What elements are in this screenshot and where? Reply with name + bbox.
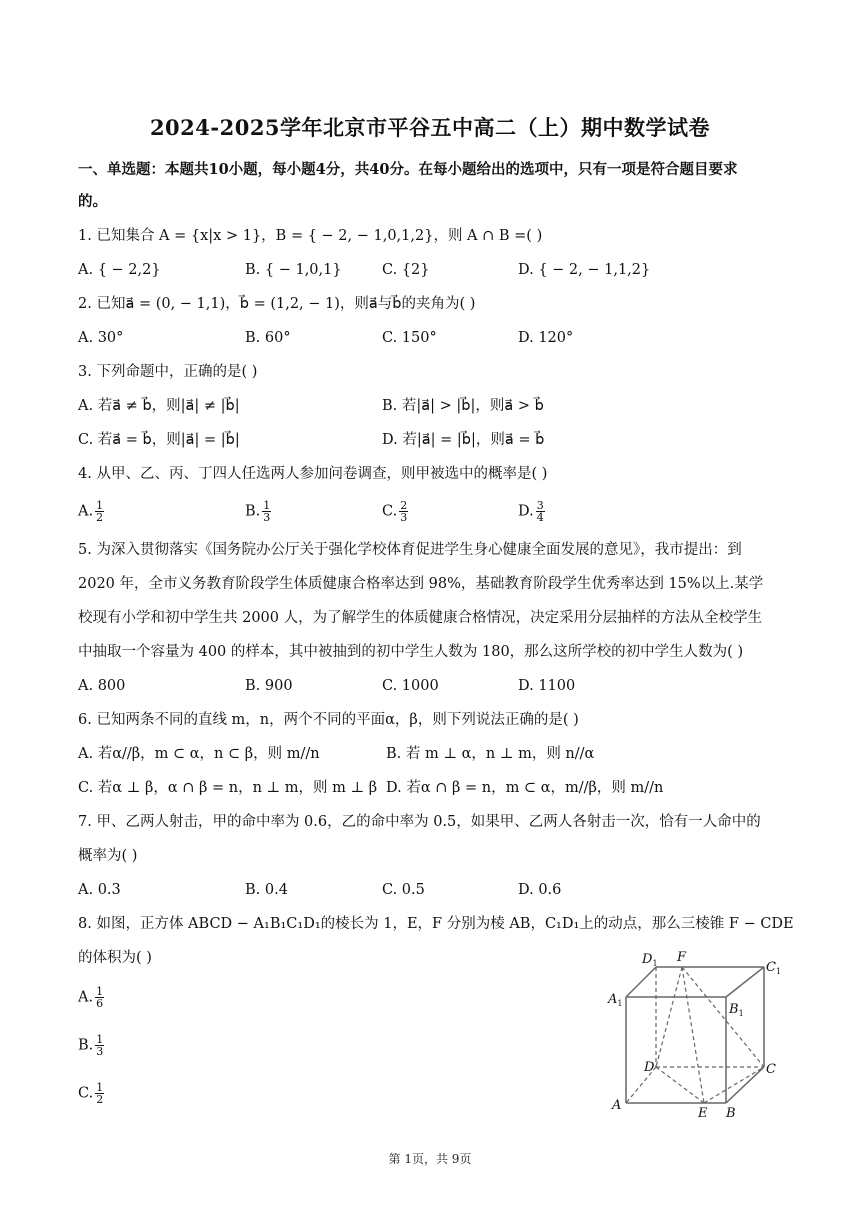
edge-e-c [704,1067,764,1103]
q2-option-b: B. 60° [245,330,291,346]
numerator: 2 [400,499,408,512]
label-a1: $A_1$ [608,992,623,1008]
q7-option-d: D. 0.6 [518,882,562,898]
q2-option-a: A. 30° [78,330,124,346]
q4-option-d [518,500,545,523]
denominator: 4 [536,511,544,524]
q3-option-b: B. 若|a⃗| > |b⃗|，则a⃗ > b⃗ [382,398,544,414]
q2-option-d: D. 120° [518,330,574,346]
q5-option-b: B. 900 [245,678,293,694]
label-f: F [677,950,687,965]
question-7-line-1: 7. 甲、乙两人射击，甲的命中率为 0.6，乙的命中率为 0.5，如果甲、乙两人各射击一次，恰有一人命中的 [78,814,761,830]
question-1-stem: 1. 已知集合 A = {x|x > 1}，B = { − 2, − 1,0,1,2}，则 A ∩ B =( ) [78,228,543,244]
label-c: C [766,1062,776,1077]
question-5-line-2: 2020 年，全市义务教育阶段学生体质健康合格率达到 98%，基础教育阶段学生优秀率达到 15%以上.某学 [78,576,764,592]
denominator: 3 [96,1045,104,1058]
q3-option-a: A. 若a⃗ ≠ b⃗，则|a⃗| ≠ |b⃗| [78,398,240,414]
numerator: 1 [96,1081,104,1094]
denominator: 2 [96,1093,104,1106]
q4-option-a-fraction [95,500,104,523]
edge-f-e [682,967,704,1103]
q1-option-b: B. { − 1,0,1} [245,262,342,278]
q4-option-b-label: B. [245,503,261,520]
question-3-stem: 3. 下列命题中，正确的是( ) [78,364,258,380]
question-6-stem: 6. 已知两条不同的直线 m，n，两个不同的平面α，β，则下列说法正确的是( ) [78,712,579,728]
q8-option-a-fraction [95,986,104,1009]
q8-option-a-label: A. [78,989,94,1006]
q4-option-a [78,500,104,523]
numerator: 1 [96,499,104,512]
q7-option-c: C. 0.5 [382,882,425,898]
q8-option-c-fraction [95,1082,104,1105]
q6-option-c: C. 若α ⊥ β，α ∩ β = n，n ⊥ m，则 m ⊥ β [78,780,378,796]
section-heading-cont: 的。 [78,193,107,210]
question-4-stem: 4. 从甲、乙、丙、丁四人任选两人参加问卷调查，则甲被选中的概率是( ) [78,466,548,482]
edge-f-c [682,967,764,1067]
q1-option-a: A. { − 2,2} [78,262,161,278]
section-heading: 一、单选题：本题共10小题，每小题4分，共40分。在每小题给出的选项中，只有一项是符合题目要求 [78,161,738,178]
page-footer: 第 1页，共 9页 [388,1152,472,1166]
label-d: D [644,1060,655,1075]
question-8-line-1: 8. 如图，正方体 ABCD − A₁B₁C₁D₁的棱长为 1，E，F 分别为棱 AB，C₁D₁上的动点，那么三棱锥 F − CDE [78,916,794,932]
numerator: 1 [96,985,104,998]
q8-option-b-label: B. [78,1037,94,1054]
question-2-stem: 2. 已知a⃗ = (0, − 1,1)，b⃗ = (1,2, − 1)，则a⃗与b⃗的夹角为( ) [78,296,476,312]
q7-option-b: B. 0.4 [245,882,288,898]
q4-option-c [382,500,408,523]
q6-option-d: D. 若α ∩ β = n，m ⊂ α，m//β，则 m//n [386,780,664,796]
q3-option-d: D. 若|a⃗| = |b⃗|，则a⃗ = b⃗ [382,432,545,448]
edge-f-d [656,967,682,1067]
edge-c1-b1 [726,967,764,997]
label-c1: $C_1$ [766,960,782,976]
q7-option-a: A. 0.3 [78,882,121,898]
cube-figure [600,945,800,1123]
question-7-line-2: 概率为( ) [78,848,138,864]
label-a: A [612,1098,622,1113]
denominator: 6 [96,997,104,1010]
q1-option-c: C. {2} [382,262,430,278]
q6-option-a: A. 若α//β，m ⊂ α，n ⊂ β，则 m//n [78,746,320,762]
question-5-line-3: 校现有小学和初中学生共 2000 人，为了解学生的体质健康合格情况，决定采用分层抽样的方法从全校学生 [78,610,763,626]
q3-option-c: C. 若a⃗ = b⃗，则|a⃗| = |b⃗| [78,432,240,448]
edge-b-c [726,1067,764,1103]
q8-option-c [78,1082,104,1105]
question-5-line-4: 中抽取一个容量为 400 的样本，其中被抽到的初中学生人数为 180，那么这所学校的初中学生人数为( ) [78,644,744,660]
question-5-line-1: 5. 为深入贯彻落实《国务院办公厅关于强化学校体育促进学生身心健康全面发展的意见》，我市提出：到 [78,542,742,558]
q4-option-d-label: D. [518,503,534,520]
denominator: 3 [263,511,271,524]
label-b: B [726,1106,736,1121]
q4-option-a-label: A. [78,503,94,520]
label-e: E [698,1106,708,1121]
q4-option-b-fraction [262,500,271,523]
question-8-line-2: 的体积为( ) [78,950,152,966]
q4-option-c-label: C. [382,503,398,520]
numerator: 3 [536,499,544,512]
q6-option-b: B. 若 m ⊥ α，n ⊥ m，则 n//α [386,746,595,762]
label-b1: $B_1$ [729,1002,744,1018]
q5-option-d: D. 1100 [518,678,576,694]
q4-option-c-fraction [399,500,408,523]
edge-d1-a1 [626,967,656,997]
q4-option-b [245,500,271,523]
q8-option-b [78,1034,104,1057]
numerator: 1 [263,499,271,512]
numerator: 1 [96,1033,104,1046]
q1-option-d: D. { − 2, − 1,1,2} [518,262,651,278]
edge-d-e [656,1067,704,1103]
q8-option-c-label: C. [78,1085,94,1102]
denominator: 2 [96,511,104,524]
page-title: 2024-2025学年北京市平谷五中高二（上）期中数学试卷 [149,115,711,140]
q8-option-a [78,986,104,1009]
q8-option-b-fraction [95,1034,104,1057]
q5-option-c: C. 1000 [382,678,439,694]
denominator: 3 [400,511,408,524]
q5-option-a: A. 800 [78,678,126,694]
q4-option-d-fraction [536,500,545,523]
label-d1: $D_1$ [642,952,658,968]
q2-option-c: C. 150° [382,330,437,346]
